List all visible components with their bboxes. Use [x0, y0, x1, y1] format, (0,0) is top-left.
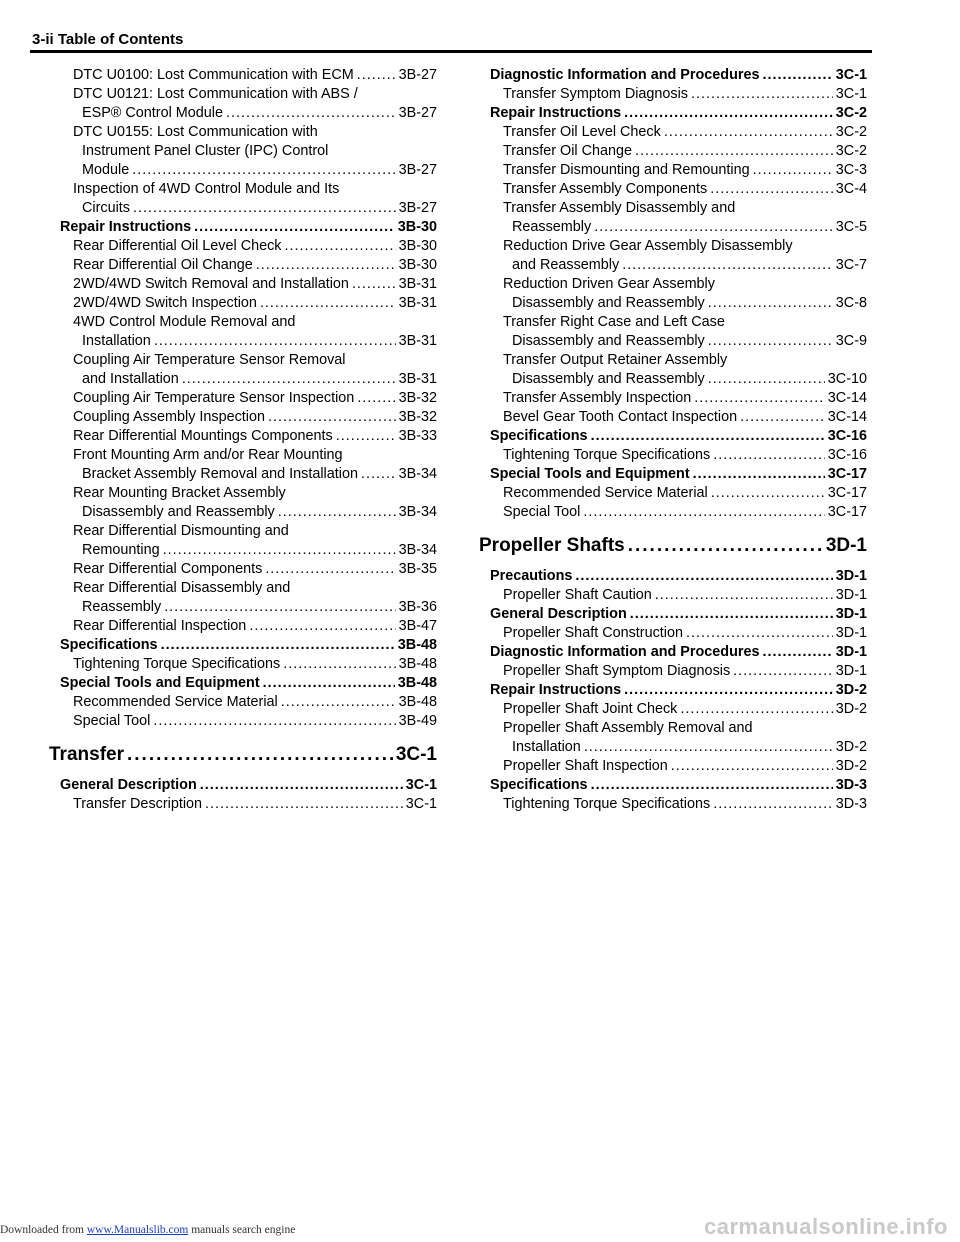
toc-entry-text: Transfer Assembly Inspection: [503, 390, 692, 406]
toc-entry-text: Repair Instructions: [60, 219, 192, 235]
dot-leader: [205, 795, 403, 814]
toc-entry[interactable]: [503, 161, 867, 180]
page-number: 3B-30: [398, 257, 437, 273]
page-number: 3C-4: [835, 181, 867, 197]
toc-entry[interactable]: [503, 85, 867, 104]
toc-entry[interactable]: [503, 700, 867, 719]
page-number: 3C-16: [827, 447, 867, 463]
toc-entry-text: Propeller Shaft Joint Check: [503, 701, 678, 717]
toc-heading[interactable]: [490, 66, 867, 85]
dot-leader: [194, 218, 395, 237]
page-number: 3D-3: [835, 777, 867, 793]
toc-entry-text: Rear Differential Components: [73, 561, 263, 577]
toc-entry-text: Transfer Description: [73, 796, 203, 812]
toc-entry[interactable]: [73, 85, 437, 123]
toc-entry-text: Disassembly and Reassembly: [82, 504, 275, 520]
page-number: 3B-48: [397, 675, 437, 691]
toc-entry-text: Reassembly: [82, 599, 162, 615]
toc-entry-text: Specifications: [490, 428, 588, 444]
dot-leader: [713, 446, 825, 465]
dot-leader: [583, 503, 824, 522]
dot-leader: [628, 534, 823, 558]
dot-leader: [594, 218, 833, 237]
dot-leader: [133, 199, 396, 218]
dot-leader: [740, 408, 825, 427]
toc-entry-text: Specifications: [60, 637, 158, 653]
dot-leader: [132, 161, 395, 180]
toc-entry-text: Bracket Assembly Removal and Installation: [82, 466, 358, 482]
toc-entry[interactable]: [73, 560, 437, 579]
toc-entry[interactable]: [73, 313, 437, 351]
toc-entry[interactable]: [503, 624, 867, 643]
page-number: 3C-14: [827, 390, 867, 406]
toc-entry[interactable]: [73, 712, 437, 731]
toc-entry-text: Tightening Torque Specifications: [73, 656, 281, 672]
toc-entry-text: Installation: [82, 333, 151, 349]
toc-entry-text: Inspection of 4WD Control Module and Its: [73, 181, 340, 197]
toc-entry-text: DTC U0155: Lost Communication with: [73, 124, 318, 140]
dot-leader: [161, 636, 395, 655]
toc-entry[interactable]: [73, 123, 437, 180]
toc-entry-text: Installation: [512, 739, 581, 755]
page-number: 3D-2: [835, 701, 867, 717]
toc-entry-text: Tightening Torque Specifications: [503, 796, 711, 812]
page-number: 3D-2: [835, 739, 867, 755]
page-number: 3B-27: [398, 67, 437, 83]
page-number: 3D-2: [835, 682, 867, 698]
dot-leader: [263, 674, 395, 693]
toc-heading[interactable]: [60, 218, 437, 237]
page-number: 3C-17: [827, 504, 867, 520]
toc-entry-text: Recommended Service Material: [503, 485, 708, 501]
toc-entry-text: Transfer Oil Change: [503, 143, 633, 159]
toc-heading[interactable]: [490, 465, 867, 484]
dot-leader: [127, 743, 393, 767]
download-footer: [0, 1224, 295, 1236]
toc-entry-text: Coupling Air Temperature Sensor Inspection: [73, 390, 355, 406]
toc-entry[interactable]: [503, 446, 867, 465]
toc-heading[interactable]: [490, 427, 867, 446]
toc-entry-text: General Description: [60, 777, 197, 793]
toc-entry-text: Rear Differential Disassembly and: [73, 580, 291, 596]
page-number: 3D-1: [835, 625, 867, 641]
page-number: 3B-27: [398, 105, 437, 121]
toc-entry[interactable]: [503, 313, 867, 351]
dot-leader: [265, 560, 395, 579]
page-number: 3B-35: [398, 561, 437, 577]
page-number: 3C-17: [827, 466, 867, 482]
toc-entry[interactable]: [73, 408, 437, 427]
watermark: carmanualsonline.info: [704, 1214, 948, 1239]
toc-entry-text: 4WD Control Module Removal and: [73, 314, 296, 330]
dot-leader: [357, 389, 395, 408]
page-number: 3B-36: [398, 599, 437, 615]
toc-heading[interactable]: [490, 681, 867, 700]
toc-entry[interactable]: [73, 617, 437, 636]
toc-heading[interactable]: [490, 567, 867, 586]
dot-leader: [624, 104, 833, 123]
toc-entry[interactable]: [73, 256, 437, 275]
dot-leader: [249, 617, 395, 636]
toc-heading[interactable]: [60, 636, 437, 655]
page-number: 3B-27: [398, 200, 437, 216]
toc-left-column: [49, 66, 437, 814]
dot-leader: [200, 776, 403, 795]
dot-leader: [154, 332, 396, 351]
toc-entry[interactable]: [73, 484, 437, 522]
page-number: 3C-1: [395, 744, 437, 765]
page-number: 3C-5: [835, 219, 867, 235]
toc-entry[interactable]: [73, 427, 437, 446]
toc-entry[interactable]: [503, 237, 867, 275]
toc-entry[interactable]: [73, 180, 437, 218]
page-number: 3C-9: [835, 333, 867, 349]
page-number: 3B-27: [398, 162, 437, 178]
dot-leader: [680, 700, 832, 719]
page-number: 3C-7: [835, 257, 867, 273]
page-number: 3C-2: [835, 105, 867, 121]
toc-entry[interactable]: [503, 757, 867, 776]
toc-entry-text: Recommended Service Material: [73, 694, 278, 710]
toc-entry-text: Module: [82, 162, 130, 178]
toc-entry[interactable]: [503, 275, 867, 313]
dot-leader: [686, 624, 833, 643]
toc-entry[interactable]: [503, 351, 867, 389]
toc-entry-text: General Description: [490, 606, 627, 622]
toc-entry-text: Front Mounting Arm and/or Rear Mounting: [73, 447, 343, 463]
page-number: 3C-3: [835, 162, 867, 178]
page-number: 3B-34: [398, 542, 437, 558]
dot-leader: [281, 693, 396, 712]
toc-entry[interactable]: [503, 408, 867, 427]
toc-entry-text: Transfer Symptom Diagnosis: [503, 86, 689, 102]
page-number: 3B-31: [398, 371, 437, 387]
toc-entry[interactable]: [503, 586, 867, 605]
toc-entry[interactable]: [73, 275, 437, 294]
toc-entry-text: Propeller Shaft Symptom Diagnosis: [503, 663, 731, 679]
toc-entry-text: Special Tools and Equipment: [490, 466, 690, 482]
toc-entry[interactable]: [73, 795, 437, 814]
page-number: 3B-32: [398, 409, 437, 425]
dot-leader: [575, 567, 832, 586]
toc-entry-text: Coupling Air Temperature Sensor Removal: [73, 352, 346, 368]
toc-entry-text: Precautions: [490, 568, 573, 584]
page-number: 3C-17: [827, 485, 867, 501]
toc-entry[interactable]: [503, 503, 867, 522]
toc-entry[interactable]: [503, 123, 867, 142]
dot-leader: [762, 643, 832, 662]
toc-entry-text: Specifications: [490, 777, 588, 793]
dot-leader: [361, 465, 396, 484]
dot-leader: [691, 85, 833, 104]
toc-entry-text: Rear Differential Oil Change: [73, 257, 253, 273]
dot-leader: [584, 738, 833, 757]
toc-entry-text: Transfer: [49, 744, 124, 765]
dot-leader: [226, 104, 396, 123]
page-number: 3B-48: [398, 656, 437, 672]
dot-leader: [624, 681, 833, 700]
dot-leader: [260, 294, 396, 313]
page-number: 3C-2: [835, 143, 867, 159]
page-number: 3B-47: [398, 618, 437, 634]
dot-leader: [163, 541, 396, 560]
toc-entry-text: Rear Differential Mountings Components: [73, 428, 333, 444]
dot-leader: [622, 256, 833, 275]
dot-leader: [693, 465, 825, 484]
toc-entry-text: Transfer Oil Level Check: [503, 124, 661, 140]
manualslib-link[interactable]: www.Manualslib.com: [86, 1224, 189, 1236]
dot-leader: [256, 256, 396, 275]
dot-leader: [336, 427, 396, 446]
toc-heading[interactable]: [490, 776, 867, 795]
toc-entry[interactable]: [503, 199, 867, 237]
toc-entry-text: Tightening Torque Specifications: [503, 447, 711, 463]
dot-leader: [708, 294, 833, 313]
toc-right-column: [479, 66, 867, 814]
dot-leader: [694, 389, 825, 408]
toc-entry[interactable]: [73, 66, 437, 85]
dot-leader: [278, 503, 396, 522]
toc-entry-text: Diagnostic Information and Procedures: [490, 644, 760, 660]
toc-entry[interactable]: [73, 351, 437, 389]
toc-entry-text: DTC U0121: Lost Communication with ABS /: [73, 86, 358, 102]
page-number: 3B-31: [398, 276, 437, 292]
toc-entry-text: Rear Mounting Bracket Assembly: [73, 485, 286, 501]
toc-entry-text: Reduction Driven Gear Assembly: [503, 276, 715, 292]
dot-leader: [268, 408, 396, 427]
footer-prefix: Downloaded from: [0, 1224, 87, 1236]
toc-entry-text: Disassembly and Reassembly: [512, 295, 705, 311]
toc-section[interactable]: [479, 534, 867, 558]
toc-entry-text: Propeller Shaft Assembly Removal and: [503, 720, 753, 736]
page-number: 3C-8: [835, 295, 867, 311]
toc-entry-text: Diagnostic Information and Procedures: [490, 67, 760, 83]
dot-leader: [164, 598, 395, 617]
toc-entry[interactable]: [503, 719, 867, 757]
toc-entry-text: Special Tool: [503, 504, 581, 520]
toc-entry-text: Disassembly and Reassembly: [512, 333, 705, 349]
toc-entry-text: Instrument Panel Cluster (IPC) Control: [82, 143, 329, 159]
page-number: 3C-16: [827, 428, 867, 444]
page-number: 3C-1: [835, 67, 867, 83]
page-number: 3D-1: [835, 568, 867, 584]
toc-entry[interactable]: [73, 294, 437, 313]
toc-entry[interactable]: [73, 579, 437, 617]
toc-entry[interactable]: [73, 522, 437, 560]
dot-leader: [664, 123, 833, 142]
page-number: 3C-1: [835, 86, 867, 102]
page-number: 3D-1: [835, 606, 867, 622]
toc-entry-text: ESP® Control Module: [82, 105, 223, 121]
toc-heading[interactable]: [490, 104, 867, 123]
page-number: 3B-32: [398, 390, 437, 406]
toc-entry-text: Rear Differential Dismounting and: [73, 523, 289, 539]
dot-leader: [671, 757, 833, 776]
toc-section[interactable]: [49, 743, 437, 767]
dot-leader: [630, 605, 833, 624]
toc-entry-text: Repair Instructions: [490, 682, 622, 698]
page-number: 3C-10: [827, 371, 867, 387]
dot-leader: [591, 776, 833, 795]
toc-entry-text: Repair Instructions: [490, 105, 622, 121]
dot-leader: [153, 712, 395, 731]
toc-entry[interactable]: [503, 662, 867, 681]
page-number: 3B-34: [398, 466, 437, 482]
dot-leader: [285, 237, 396, 256]
dot-leader: [711, 484, 825, 503]
header-rule: [30, 50, 872, 53]
toc-entry-text: DTC U0100: Lost Communication with ECM: [73, 67, 354, 83]
dot-leader: [182, 370, 396, 389]
toc-entry-text: and Reassembly: [512, 257, 620, 273]
page-number: 3B-48: [397, 637, 437, 653]
page-number: 3D-1: [835, 644, 867, 660]
page-number: 3D-2: [835, 758, 867, 774]
toc-entry[interactable]: [73, 446, 437, 484]
page-number: 3B-48: [398, 694, 437, 710]
page-number: 3B-30: [397, 219, 437, 235]
page-number: 3B-31: [398, 295, 437, 311]
toc-heading[interactable]: [490, 605, 867, 624]
toc-entry-text: Remounting: [82, 542, 160, 558]
toc-entry[interactable]: [503, 180, 867, 199]
toc-entry-text: Propeller Shafts: [479, 535, 625, 556]
page-number: 3B-33: [398, 428, 437, 444]
toc-heading[interactable]: [60, 674, 437, 693]
toc-entry-text: Special Tool: [73, 713, 151, 729]
footer-suffix: manuals search engine: [188, 1224, 296, 1236]
toc-entry[interactable]: [503, 484, 867, 503]
dot-leader: [352, 275, 396, 294]
page-number: 3B-34: [398, 504, 437, 520]
toc-entry[interactable]: [503, 389, 867, 408]
toc-entry[interactable]: [503, 142, 867, 161]
toc-entry-text: Coupling Assembly Inspection: [73, 409, 265, 425]
toc-entry[interactable]: [73, 237, 437, 256]
page-number: 3C-14: [827, 409, 867, 425]
toc-entry[interactable]: [503, 795, 867, 814]
dot-leader: [708, 370, 825, 389]
toc-entry-text: Disassembly and Reassembly: [512, 371, 705, 387]
toc-entry-text: Reassembly: [512, 219, 592, 235]
toc-entry-text: Transfer Output Retainer Assembly: [503, 352, 728, 368]
toc-entry-text: Propeller Shaft Inspection: [503, 758, 668, 774]
toc-entry-text: 2WD/4WD Switch Inspection: [73, 295, 257, 311]
toc-entry-text: Propeller Shaft Caution: [503, 587, 652, 603]
dot-leader: [635, 142, 833, 161]
dot-leader: [357, 66, 396, 85]
toc-entry-text: Special Tools and Equipment: [60, 675, 260, 691]
toc-entry-text: Transfer Right Case and Left Case: [503, 314, 725, 330]
toc-entry-text: Transfer Assembly Disassembly and: [503, 200, 736, 216]
page-number: 3C-1: [405, 796, 437, 812]
page-number: 3C-2: [835, 124, 867, 140]
toc-entry[interactable]: [73, 655, 437, 674]
page-number: 3D-1: [835, 663, 867, 679]
toc-entry-text: Bevel Gear Tooth Contact Inspection: [503, 409, 738, 425]
toc-entry-text: 2WD/4WD Switch Removal and Installation: [73, 276, 349, 292]
page-number: 3D-1: [835, 587, 867, 603]
dot-leader: [753, 161, 833, 180]
toc-entry-text: Transfer Assembly Components: [503, 181, 708, 197]
toc-entry-text: Rear Differential Oil Level Check: [73, 238, 282, 254]
toc-entry-text: Transfer Dismounting and Remounting: [503, 162, 750, 178]
page-number: 3D-1: [825, 535, 867, 556]
toc-entry-text: Propeller Shaft Construction: [503, 625, 683, 641]
dot-leader: [591, 427, 825, 446]
dot-leader: [655, 586, 833, 605]
dot-leader: [283, 655, 395, 674]
page-number: 3D-3: [835, 796, 867, 812]
toc-entry-text: and Installation: [82, 371, 179, 387]
page-header: 3-ii Table of Contents: [32, 31, 184, 48]
page-number: 3B-30: [398, 238, 437, 254]
toc-entry-text: Reduction Drive Gear Assembly Disassembly: [503, 238, 793, 254]
page-number: 3B-31: [398, 333, 437, 349]
toc-entry[interactable]: [73, 389, 437, 408]
page-number: 3B-49: [398, 713, 437, 729]
toc-heading[interactable]: [60, 776, 437, 795]
page-number: 3C-1: [405, 777, 437, 793]
toc-heading[interactable]: [490, 643, 867, 662]
toc-entry-text: Rear Differential Inspection: [73, 618, 247, 634]
toc-entry-text: Circuits: [82, 200, 130, 216]
dot-leader: [733, 662, 833, 681]
dot-leader: [710, 180, 833, 199]
dot-leader: [708, 332, 833, 351]
dot-leader: [713, 795, 833, 814]
toc-entry[interactable]: [73, 693, 437, 712]
dot-leader: [762, 66, 832, 85]
